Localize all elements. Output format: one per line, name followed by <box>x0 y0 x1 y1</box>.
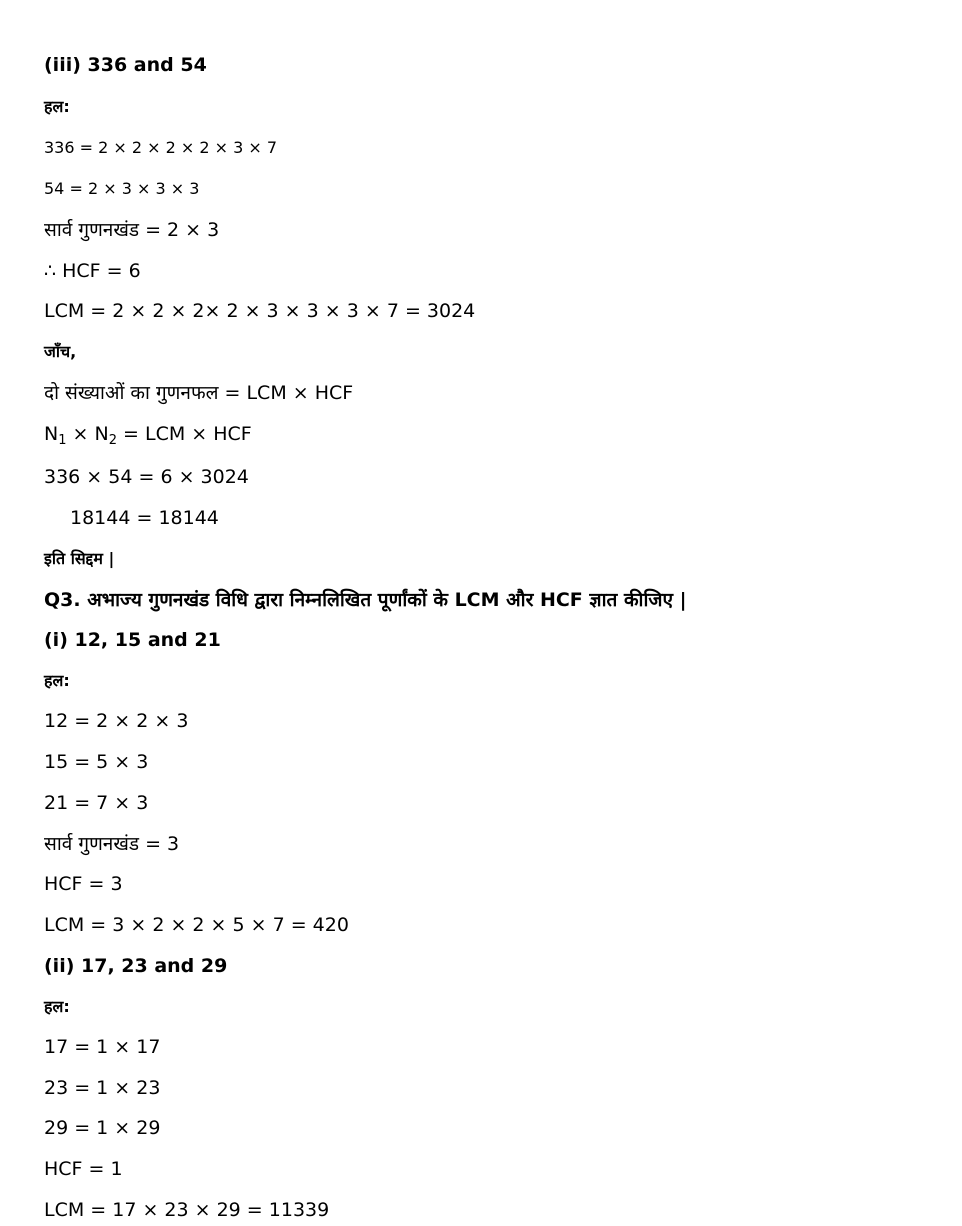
product-rule-symbolic <box>44 422 252 446</box>
factorization-21: 21 = 7 × 3 <box>44 792 149 814</box>
factorization-336: 336 = 2 × 2 × 2 × 2 × 3 × 7 <box>44 138 278 157</box>
solution-label: हल: <box>44 997 70 1016</box>
question-3: Q3. अभाज्य गुणनखंड विधि द्वारा निम्नलिखित पूर्णांकों के LCM और HCF ज्ञात कीजिए | <box>44 589 687 611</box>
hcf-result: HCF = 1 <box>44 1158 123 1180</box>
factorization-54: 54 = 2 × 3 × 3 × 3 <box>44 179 200 198</box>
proved-label: इति सिद्दम | <box>44 549 115 568</box>
lcm-result: LCM = 3 × 2 × 2 × 5 × 7 = 420 <box>44 914 349 936</box>
heading-part-ii: (ii) 17, 23 and 29 <box>44 955 228 977</box>
hcf-result: HCF = 3 <box>44 873 123 895</box>
n2-subscript: 2 <box>108 433 117 448</box>
lcm-result: LCM = 2 × 2 × 2× 2 × 3 × 3 × 3 × 7 = 3024 <box>44 300 476 322</box>
heading-part-i: (i) 12, 15 and 21 <box>44 629 221 651</box>
product-rule: दो संख्याओं का गुणनफल = LCM × HCF <box>44 382 354 404</box>
common-factors: सार्व गुणनखंड = 2 × 3 <box>44 219 220 241</box>
n1-symbol: N <box>44 423 59 445</box>
solution-label: हल: <box>44 97 70 116</box>
factorization-29: 29 = 1 × 29 <box>44 1117 161 1139</box>
lcm-result: LCM = 17 × 23 × 29 = 11339 <box>44 1199 330 1221</box>
verification-result: 18144 = 18144 <box>70 507 219 529</box>
factorization-12: 12 = 2 × 2 × 3 <box>44 710 189 732</box>
common-factors: सार्व गुणनखंड = 3 <box>44 833 180 855</box>
check-label: जाँच, <box>44 342 77 361</box>
factorization-17: 17 = 1 × 17 <box>44 1036 161 1058</box>
lcm-times-hcf: = LCM × HCF <box>117 423 252 445</box>
heading-part-iii: (iii) 336 and 54 <box>44 54 207 76</box>
solution-label: हल: <box>44 671 70 690</box>
times-n2: × N <box>66 423 109 445</box>
substitution: 336 × 54 = 6 × 3024 <box>44 466 249 488</box>
factorization-15: 15 = 5 × 3 <box>44 751 149 773</box>
hcf-result: ∴ HCF = 6 <box>44 260 141 282</box>
n1-subscript: 1 <box>58 433 67 448</box>
factorization-23: 23 = 1 × 23 <box>44 1077 161 1099</box>
